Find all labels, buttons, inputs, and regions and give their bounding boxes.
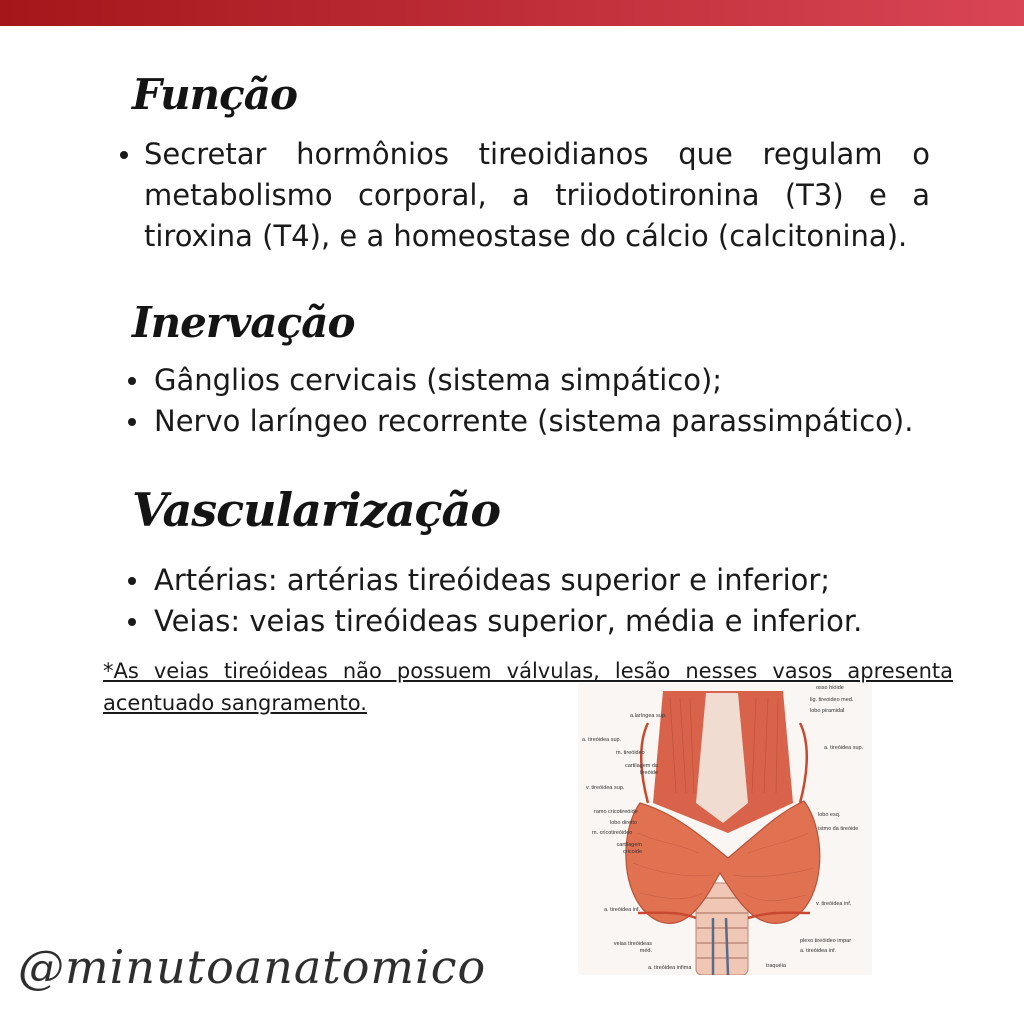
footnote: *As veias tireóideas não possuem válvulas, lesão nesses vasos apresenta acentuado sangramento. bbox=[103, 659, 953, 715]
figure-label: lobo direito bbox=[610, 820, 637, 826]
figure-label: cartilagem da tireóide bbox=[624, 763, 658, 776]
list-item: Gânglios cervicais (sistema simpático); bbox=[128, 360, 948, 401]
figure-label: lig. tireoideo med. bbox=[810, 697, 854, 703]
list-item: Nervo laríngeo recorrente (sistema parassimpático). bbox=[128, 401, 948, 442]
figure-label: a. tireóidea inf. bbox=[800, 948, 837, 954]
figure-label: a. tireóidea inf. bbox=[604, 907, 641, 913]
figure-label: osso hióide bbox=[816, 685, 844, 691]
thyroid-anatomy-figure bbox=[578, 683, 872, 975]
list-item: Secretar hormônios tireoidianos que regulam o metabolismo corporal, a triiodotironina (T3) e a tiroxina (T4), e a homeostase do cálcio (calcitonina). bbox=[118, 134, 930, 257]
figure-label: ramo cricotireóide bbox=[594, 809, 638, 815]
figure-label: a. tireóidea sup. bbox=[824, 745, 864, 751]
figure-label: lobo esq. bbox=[818, 812, 841, 818]
list-inervacao bbox=[128, 360, 948, 442]
figure-label: m. tireóideo bbox=[616, 750, 645, 756]
figure-label: lobo piramidal bbox=[810, 708, 845, 714]
figure-label: a.laríngea sup. bbox=[630, 713, 667, 719]
figure-label: v. tireóidea sup. bbox=[586, 785, 625, 791]
list-vascularizacao bbox=[128, 560, 948, 642]
figure-label: cartilagem cricoide bbox=[616, 842, 642, 855]
list-item: Veias: veias tireóideas superior, média e inferior. bbox=[128, 601, 948, 642]
heading-inervacao: Inervação bbox=[132, 298, 355, 347]
figure-label: istmo da tireóide bbox=[818, 826, 859, 832]
figure-label: traquéia bbox=[766, 963, 786, 969]
list-item: Artérias: artérias tireóideas superior e inferior; bbox=[128, 560, 948, 601]
figure-label: a. tireóidea infima bbox=[648, 965, 692, 971]
heading-funcao: Função bbox=[132, 70, 297, 119]
heading-vascularizacao: Vascularização bbox=[132, 483, 501, 537]
list-funcao bbox=[118, 134, 930, 257]
figure-label: veias tireóideas méd. bbox=[613, 941, 652, 954]
figure-label: plexo tireóideo impar bbox=[800, 938, 852, 944]
figure-label: m. cricotireóideo bbox=[592, 830, 633, 836]
top-accent-bar bbox=[0, 0, 1024, 26]
instagram-handle: @minutoanatomico bbox=[18, 940, 487, 994]
figure-label: a. tireóidea sup. bbox=[582, 737, 622, 743]
figure-label: v. tireóidea inf. bbox=[816, 901, 852, 907]
